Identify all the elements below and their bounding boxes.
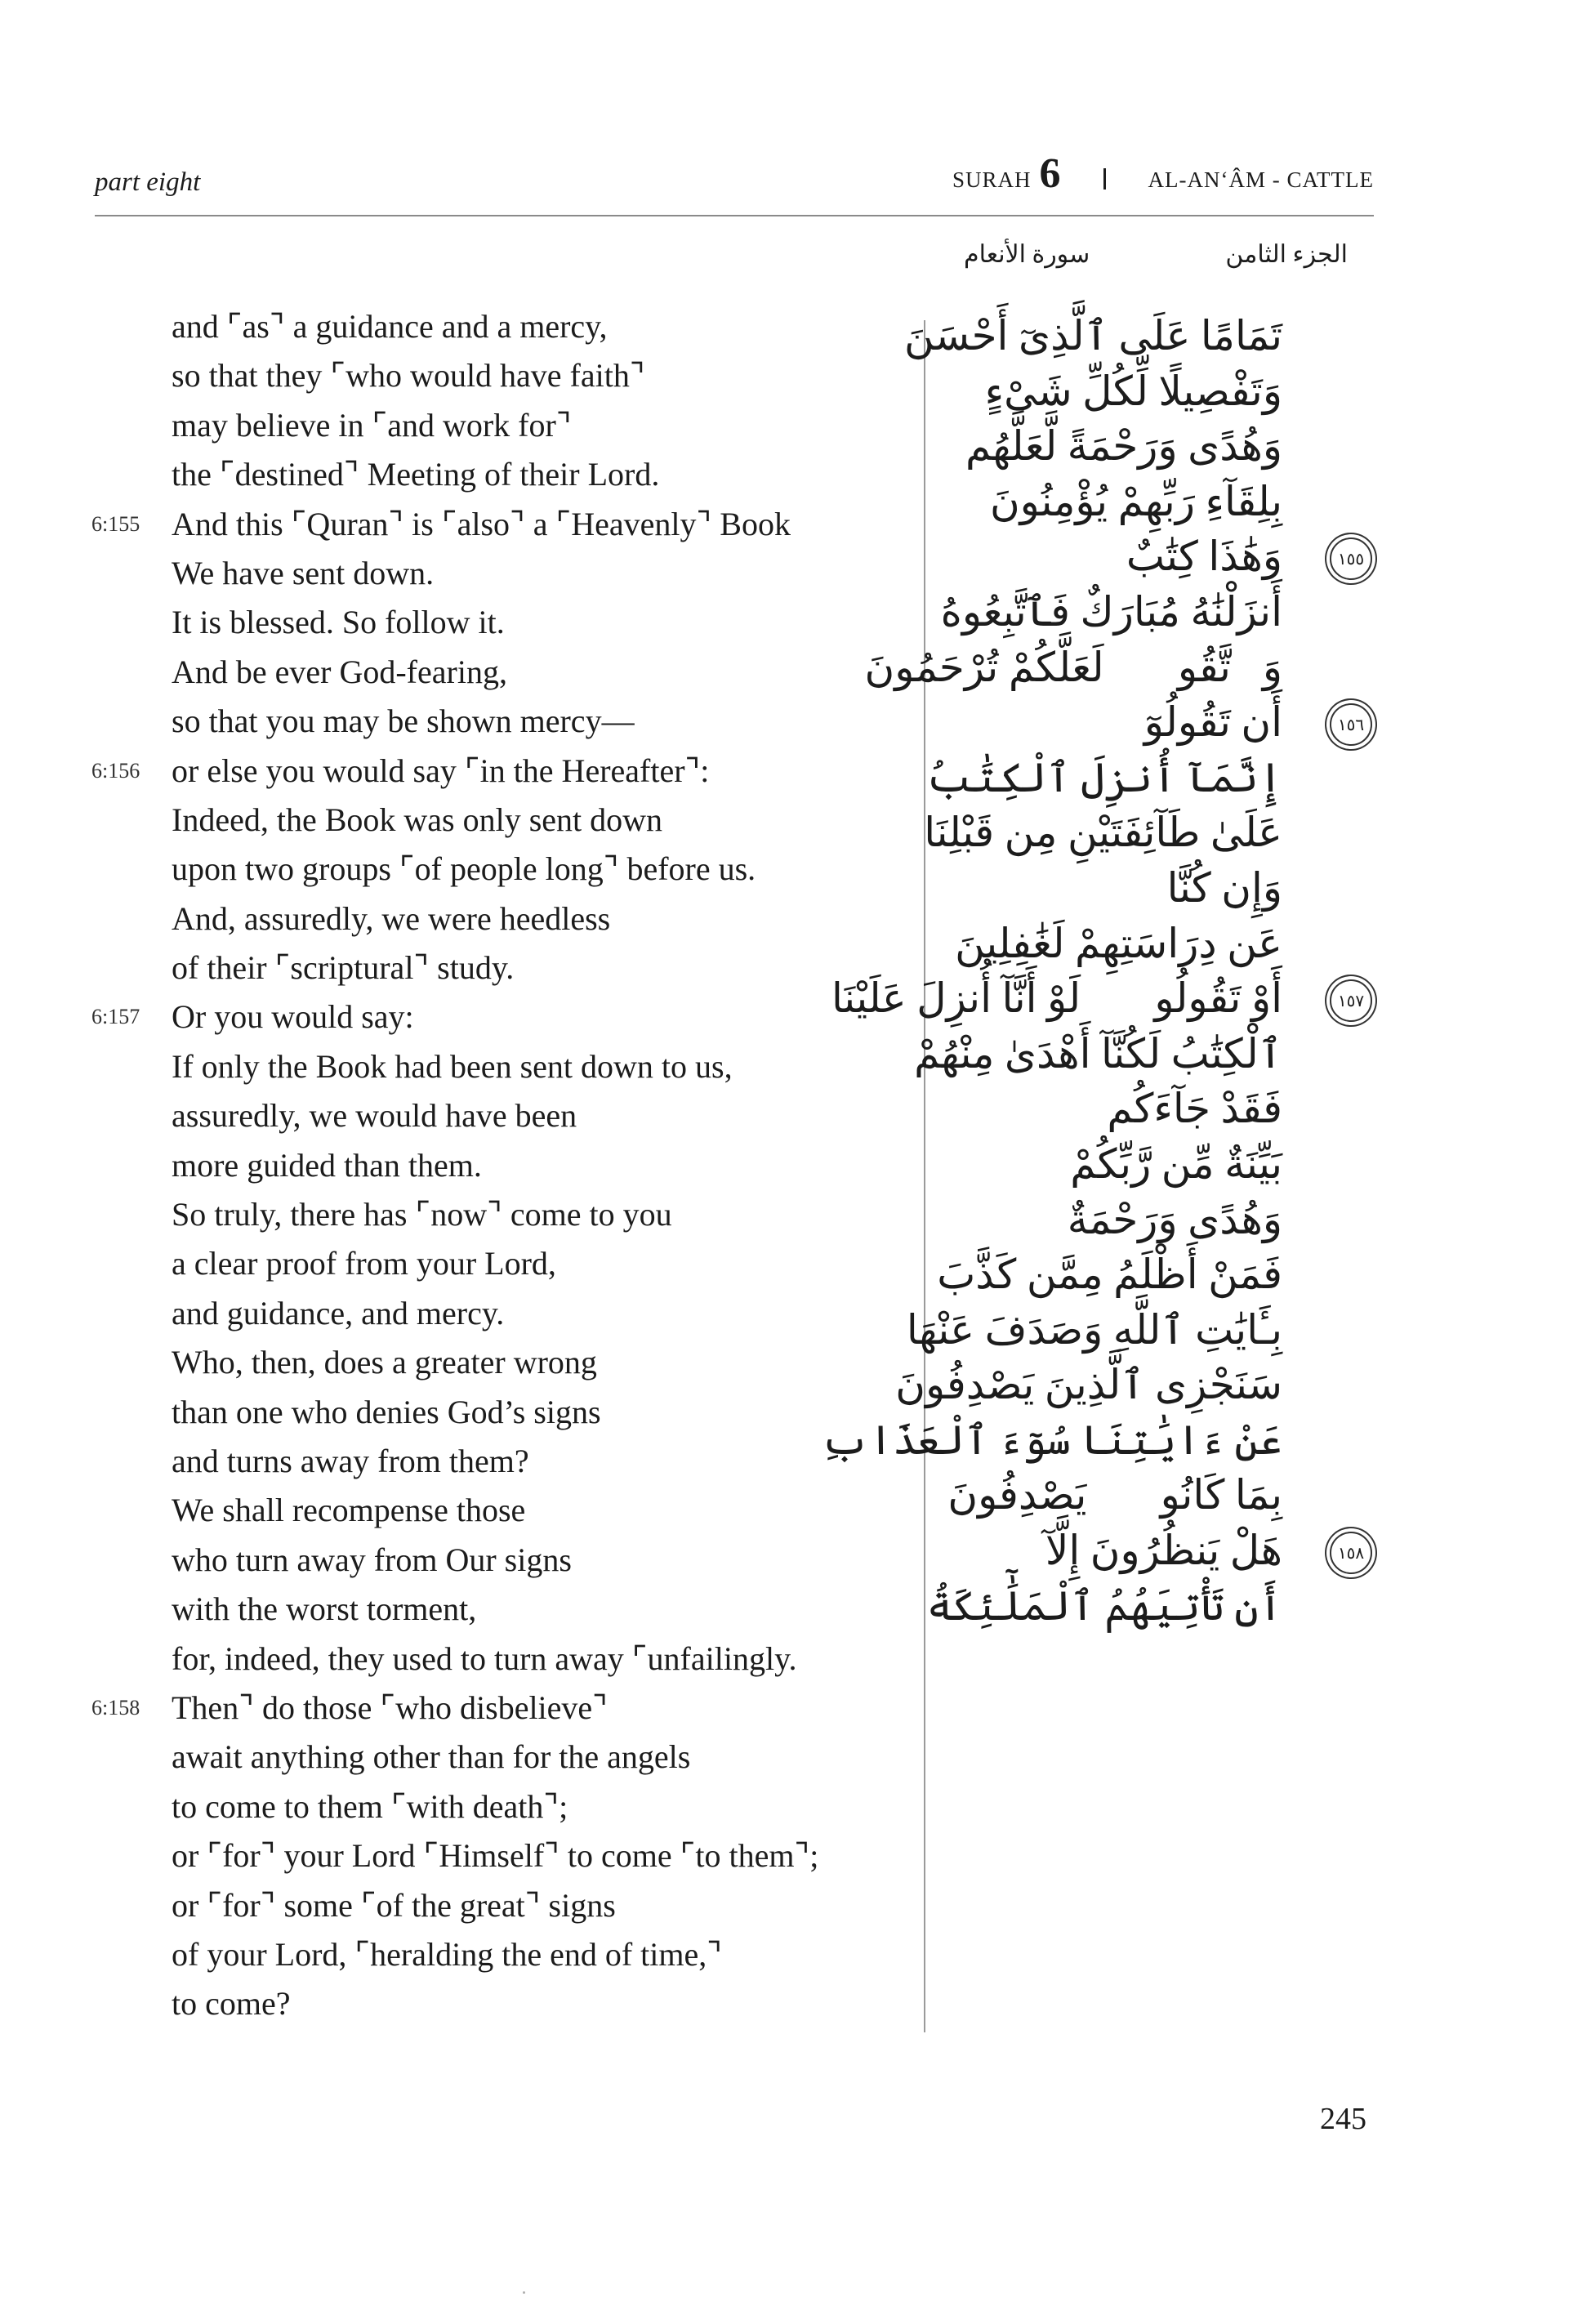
arabic-verse-text: فَقَدْ جَآءَكُم — [1107, 1086, 1282, 1132]
verse-reference: 6:155 — [91, 511, 140, 536]
arabic-line — [939, 1193, 1372, 1248]
translation-line — [46, 796, 895, 845]
arabic-verse-text: وَهُدًى وَرَحْمَةً لَّعَلَّهُم — [965, 423, 1282, 470]
translation-text: of your Lord, ⌜heralding the end of time,⌝ — [172, 1935, 722, 1973]
arabic-line — [939, 695, 1372, 751]
verse-reference: 6:157 — [91, 1005, 140, 1029]
arabic-line — [939, 585, 1372, 640]
surah-number: 6 — [1039, 150, 1061, 197]
surah-title: AL-AN‘ÂM - CATTLE — [1148, 167, 1374, 192]
translation-line — [46, 598, 895, 647]
arabic-text-column — [821, 309, 1372, 1634]
translation-line — [46, 992, 895, 1042]
arabic-verse-text: بِلِقَآءِ رَبِّهِمْ يُؤْمِنُونَ — [989, 478, 1282, 524]
translation-line — [46, 1831, 895, 1880]
arabic-line — [939, 475, 1372, 530]
verse-reference: 6:158 — [91, 1695, 140, 1720]
translation-text: We have sent down. — [172, 554, 435, 591]
arabic-line — [924, 805, 1372, 861]
translation-line — [46, 1635, 895, 1684]
translation-line — [46, 450, 895, 499]
translation-text: Indeed, the Book was only sent down — [172, 801, 663, 838]
translation-line — [46, 1042, 895, 1091]
arabic-verse-text: وَإِن كُنَّا — [1166, 864, 1282, 911]
translation-line — [46, 1486, 895, 1535]
arabic-line — [864, 640, 1372, 696]
translation-line — [46, 1190, 895, 1239]
arabic-line — [939, 1082, 1372, 1137]
translation-text: If only the Book had been sent down to us, — [172, 1047, 733, 1085]
verse-number-marker: ١٥٦ — [1330, 703, 1372, 746]
translation-text: the ⌜destined⌝ Meeting of their Lord. — [172, 456, 660, 493]
translation-line — [46, 697, 895, 746]
translation-line — [46, 1733, 895, 1782]
arabic-verse-text: إِنَّمَآ أُنزِلَ ٱلْكِتَٰبُ — [926, 754, 1282, 801]
arabic-line — [831, 971, 1372, 1027]
translation-text: Then⌝ do those ⌜who disbelieve⌝ — [172, 1688, 608, 1726]
arabic-verse-text: أَنزَلْنَٰهُ مُبَارَكٌ فَٱتَّبِعُوهُ — [940, 588, 1282, 635]
translation-line — [46, 845, 895, 894]
part-label: part eight — [95, 167, 201, 197]
arabic-line — [939, 529, 1372, 585]
translation-text: and ⌜as⌝ a guidance and a mercy, — [172, 308, 608, 345]
translation-line — [46, 894, 895, 943]
translation-text: Who, then, does a greater wrong — [172, 1344, 597, 1381]
arabic-verse-text: أَن تَقُولُوٓا۟ — [1081, 699, 1282, 746]
english-translation-column — [46, 302, 895, 2029]
verse-number-marker: ١٥٥ — [1330, 537, 1372, 580]
translation-line — [46, 500, 895, 549]
arabic-line — [914, 1027, 1372, 1082]
arabic-verse-text: وَهُدًى وَرَحْمَةٌ — [1067, 1196, 1282, 1242]
translation-line — [46, 1239, 895, 1288]
translation-text: Or you would say: — [172, 998, 414, 1036]
header-separator — [1103, 168, 1106, 190]
translation-line — [46, 1388, 895, 1437]
arabic-verse-text: ٱلْكِتَٰبُ لَكُنَّآ أَهْدَىٰ مِنْهُمْ — [914, 1030, 1282, 1077]
arabic-line — [926, 1579, 1372, 1635]
arabic-line — [939, 1523, 1372, 1579]
arabic-verse-text: عَن دِرَاسَتِهِمْ لَغَٰفِلِينَ — [955, 920, 1282, 966]
translation-text: so that you may be shown mercy— — [172, 703, 635, 740]
translation-text: so that they ⌜who would have faith⌝ — [172, 357, 645, 395]
translation-text: with the worst torment, — [172, 1590, 477, 1628]
translation-text: may believe in ⌜and work for⌝ — [172, 406, 572, 444]
translation-text: And this ⌜Quran⌝ is ⌜also⌝ a ⌜Heavenly⌝ Book — [172, 505, 791, 542]
arabic-line — [939, 364, 1372, 420]
translation-line — [46, 351, 895, 400]
translation-text: for, indeed, they used to turn away ⌜unfailingly. — [172, 1639, 797, 1677]
translation-line — [46, 1338, 895, 1387]
arabic-verse-text: بَيِّنَةٌ مِّن رَّبِّكُمْ — [1070, 1140, 1282, 1187]
translation-text: And be ever God-fearing, — [172, 653, 507, 690]
arabic-line — [939, 917, 1372, 972]
verse-number-marker: ١٥٨ — [1330, 1532, 1372, 1574]
translation-text: assuredly, we would have been — [172, 1097, 577, 1135]
translation-line — [46, 1684, 895, 1733]
arabic-surah-label: سورة الأنعام — [964, 241, 1090, 268]
arabic-verse-text: بِمَا كَانُوا۟ يَصْدِفُونَ — [947, 1472, 1282, 1519]
arabic-subheader — [964, 240, 1348, 286]
arabic-verse-text: تَمَامًا عَلَى ٱلَّذِىٓ أَحْسَنَ — [903, 313, 1282, 359]
arabic-line — [895, 1358, 1372, 1413]
scan-speck — [523, 2291, 525, 2294]
translation-line — [46, 1930, 895, 1979]
translation-text: It is blessed. So follow it. — [172, 604, 505, 641]
translation-line — [46, 1091, 895, 1140]
translation-line — [46, 1289, 895, 1338]
arabic-verse-text: أَن تَأْتِيَهُمُ ٱلْمَلَٰٓئِكَةُ — [926, 1582, 1282, 1629]
translation-text: and guidance, and mercy. — [172, 1294, 505, 1331]
translation-line — [46, 1141, 895, 1190]
arabic-verse-text: فَمَنْ أَظْلَمُ مِمَّن كَذَّبَ — [937, 1251, 1282, 1298]
arabic-verse-text: بِـَٔايَٰتِ ٱللَّهِ وَصَدَفَ عَنْهَا — [906, 1306, 1282, 1353]
arabic-verse-text: سَنَجْزِى ٱلَّذِينَ يَصْدِفُونَ — [895, 1362, 1282, 1408]
arabic-verse-text: وَٱتَّقُوا۟ لَعَلَّكُمْ تُرْحَمُونَ — [864, 644, 1282, 690]
page-number: 245 — [1320, 2102, 1366, 2136]
translation-text: We shall recompense those — [172, 1492, 526, 1529]
surah-heading — [952, 149, 1374, 198]
arabic-line — [821, 1413, 1372, 1469]
translation-line — [46, 302, 895, 351]
arabic-line — [939, 419, 1372, 475]
arabic-line — [939, 861, 1372, 917]
translation-line — [46, 549, 895, 598]
translation-text: So truly, there has ⌜now⌝ come to you — [172, 1196, 672, 1233]
translation-line — [46, 943, 895, 992]
translation-text: or ⌜for⌝ your Lord ⌜Himself⌝ to come ⌜to them⌝; — [172, 1837, 819, 1875]
translation-line — [46, 648, 895, 697]
translation-text: more guided than them. — [172, 1146, 482, 1184]
verse-reference: 6:156 — [91, 758, 140, 783]
surah-word: SURAH — [952, 167, 1032, 192]
arabic-verse-text: أَوْ تَقُولُوا۟ لَوْ أَنَّآ أُنزِلَ عَلَيْنَا — [831, 975, 1282, 1022]
translation-text: or ⌜for⌝ some ⌜of the great⌝ signs — [172, 1886, 616, 1924]
arabic-line — [939, 1468, 1372, 1523]
arabic-line — [903, 309, 1372, 364]
translation-line — [46, 1979, 895, 2028]
translation-line — [46, 1437, 895, 1486]
arabic-verse-text: هَلْ يَنظُرُونَ إِلَّآ — [1045, 1528, 1282, 1574]
translation-line — [46, 401, 895, 450]
verse-number-marker: ١٥٧ — [1330, 979, 1372, 1022]
translation-text: of their ⌜scriptural⌝ study. — [172, 949, 515, 987]
arabic-part-label: الجزء الثامن — [1225, 241, 1348, 268]
translation-text: to come? — [172, 1985, 291, 2023]
arabic-line — [926, 751, 1372, 806]
translation-text: upon two groups ⌜of people long⌝ before us. — [172, 850, 756, 888]
translation-text: await anything other than for the angels — [172, 1738, 691, 1776]
translation-text: to come to them ⌜with death⌝; — [172, 1787, 568, 1825]
translation-line — [46, 747, 895, 796]
arabic-line — [939, 1137, 1372, 1193]
translation-text: a clear proof from your Lord, — [172, 1245, 556, 1282]
arabic-verse-text: وَهَٰذَا كِتَٰبٌ — [1126, 533, 1282, 580]
header-rule — [95, 215, 1374, 216]
arabic-line — [906, 1303, 1372, 1358]
translation-text: and turns away from them? — [172, 1442, 529, 1479]
arabic-line — [939, 1247, 1372, 1303]
arabic-verse-text: عَنْ ءَايَٰتِنَا سُوٓءَ ٱلْعَذَابِ — [821, 1416, 1282, 1463]
translation-line — [46, 1536, 895, 1585]
translation-text: And, assuredly, we were heedless — [172, 899, 611, 937]
running-header — [95, 150, 1374, 209]
translation-line — [46, 1881, 895, 1930]
translation-text: than one who denies God’s signs — [172, 1393, 601, 1430]
translation-line — [46, 1782, 895, 1831]
translation-line — [46, 1585, 895, 1634]
arabic-verse-text: عَلَىٰ طَآئِفَتَيْنِ مِن قَبْلِنَا — [924, 810, 1282, 856]
translation-text: or else you would say ⌜in the Hereafter⌝: — [172, 752, 710, 789]
arabic-verse-text: وَتَفْصِيلًا لِّكُلِّ شَىْءٍ — [984, 368, 1282, 414]
column-divider — [924, 320, 925, 2032]
translation-text: who turn away from Our signs — [172, 1541, 572, 1578]
